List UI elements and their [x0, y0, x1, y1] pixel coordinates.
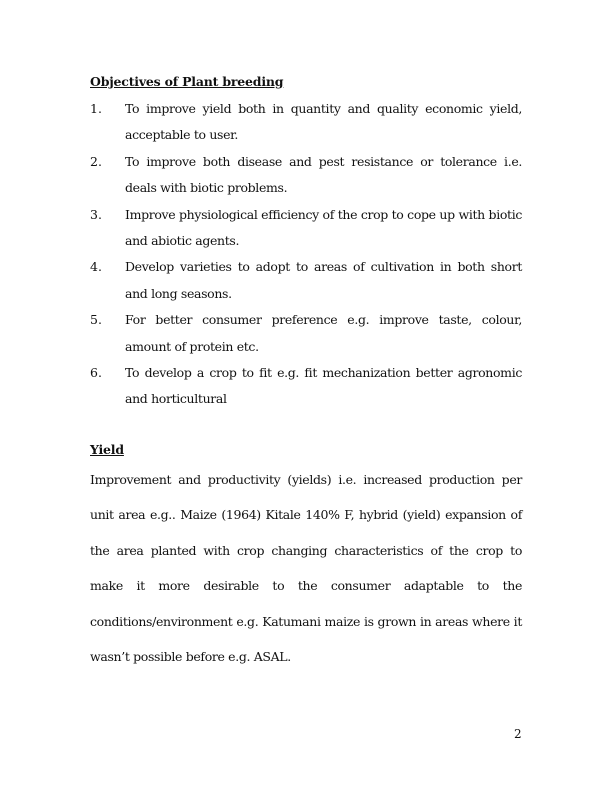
list-item: [90, 307, 522, 360]
list-item-number: 5.: [90, 312, 102, 328]
list-item-number: 6.: [90, 365, 102, 381]
list-item-text: Develop varieties to adopt to areas of cultivation in both short and long seasons.: [125, 259, 522, 301]
list-item: [90, 254, 522, 307]
list-item-text: Improve physiological efficiency of the crop to cope up with biotic and abiotic agents.: [125, 206, 522, 249]
list-item-number: 3.: [90, 206, 102, 222]
list-item-number: 4.: [90, 259, 102, 275]
list-item: [90, 96, 522, 149]
section-heading-objectives: Objectives of Plant breeding: [90, 74, 284, 89]
section-heading-yield: Yield: [90, 442, 124, 457]
list-item: [90, 360, 522, 413]
list-item: [90, 202, 522, 255]
page-number: 2: [514, 727, 522, 741]
list-item-number: 1.: [90, 101, 102, 116]
list-item-text: To improve both disease and pest resistance or tolerance i.e. deals with biotic problems.: [125, 153, 522, 196]
list-item-text: To develop a crop to fit e.g. fit mechanization better agronomic and horticultural: [125, 365, 522, 407]
list-item-number: 2.: [90, 153, 102, 169]
list-item: [90, 149, 522, 202]
list-item-text: To improve yield both in quantity and quality economic yield, acceptable to user.: [125, 101, 522, 143]
yield-paragraph: Improvement and productivity (yields) i.e. increased production per unit area e.g.. Maize (1964) Kitale 140% F, hybrid (yield) expansion of the area planted with crop changing characteristics of the crop to make it more desirable to the consumer adaptable to the conditions/environment e.g. Katumani maize is grown in areas where it wasn’t possible before e.g. ASAL.: [90, 472, 522, 665]
objectives-list: [90, 96, 522, 413]
list-item-text: For better consumer preference e.g. improve taste, colour, amount of protein etc.: [125, 312, 522, 354]
